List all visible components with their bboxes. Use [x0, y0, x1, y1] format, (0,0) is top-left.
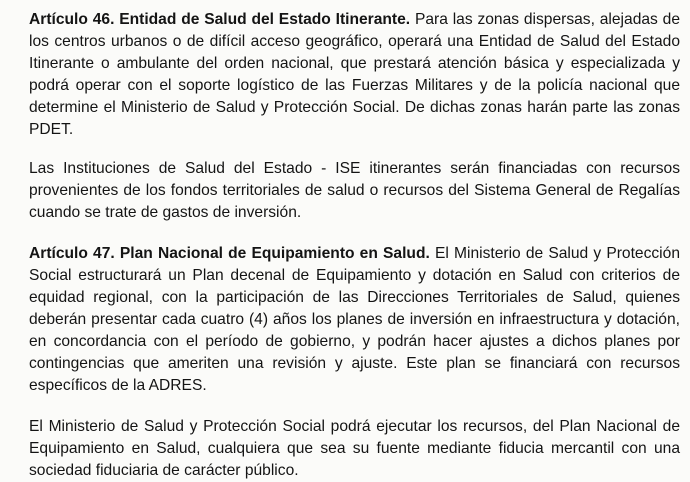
- article-47-execution-paragraph: El Ministerio de Salud y Protección Social podrá ejecutar los recursos, del Plan Nacional de Equipamiento en Salud, cualquiera que sea su fuente mediante fiducia mercantil con una sociedad fiduciaria de carácter público.: [29, 418, 680, 479]
- article-46-heading: Artículo 46. Entidad de Salud del Estado Itinerante.: [29, 11, 411, 28]
- article-46-paragraph: [29, 9, 680, 141]
- article-47-body: El Ministerio de Salud y Protección Social estructurará un Plan decenal de Equipamiento y dotación en Salud con criterios de equidad regional, con la participación de las Direcciones Territoriales de Salud, quienes deberán presentar cada cuatro (4) años los planes de inversión en infraestructura y dotación, en concordancia con el período de gobierno, y podrán hacer ajustes a dichos planes por contingencias que ameriten una revisión y ajuste. Este plan se financiará con recursos específicos de la ADRES.: [29, 245, 680, 394]
- article-46-financing-paragraph: Las Instituciones de Salud del Estado - ISE itinerantes serán financiadas con recursos provenientes de los fondos territoriales de salud o recursos del Sistema General de Regalías cuando se trate de gastos de inversión.: [29, 160, 680, 221]
- article-47-paragraph: [29, 243, 680, 397]
- article-46-body: Para las zonas dispersas, alejadas de los centros urbanos o de difícil acceso geográfico, operará una Entidad de Salud del Estado Itinerante o ambulante del orden nacional, que prestará atención básica y especializada y podrá operar con el soporte logístico de las Fuerzas Militares y de la policía nacional que determine el Ministerio de Salud y Protección Social. De dichas zonas harán parte las zonas PDET.: [29, 11, 680, 138]
- article-47-heading: Artículo 47. Plan Nacional de Equipamiento en Salud.: [29, 245, 430, 262]
